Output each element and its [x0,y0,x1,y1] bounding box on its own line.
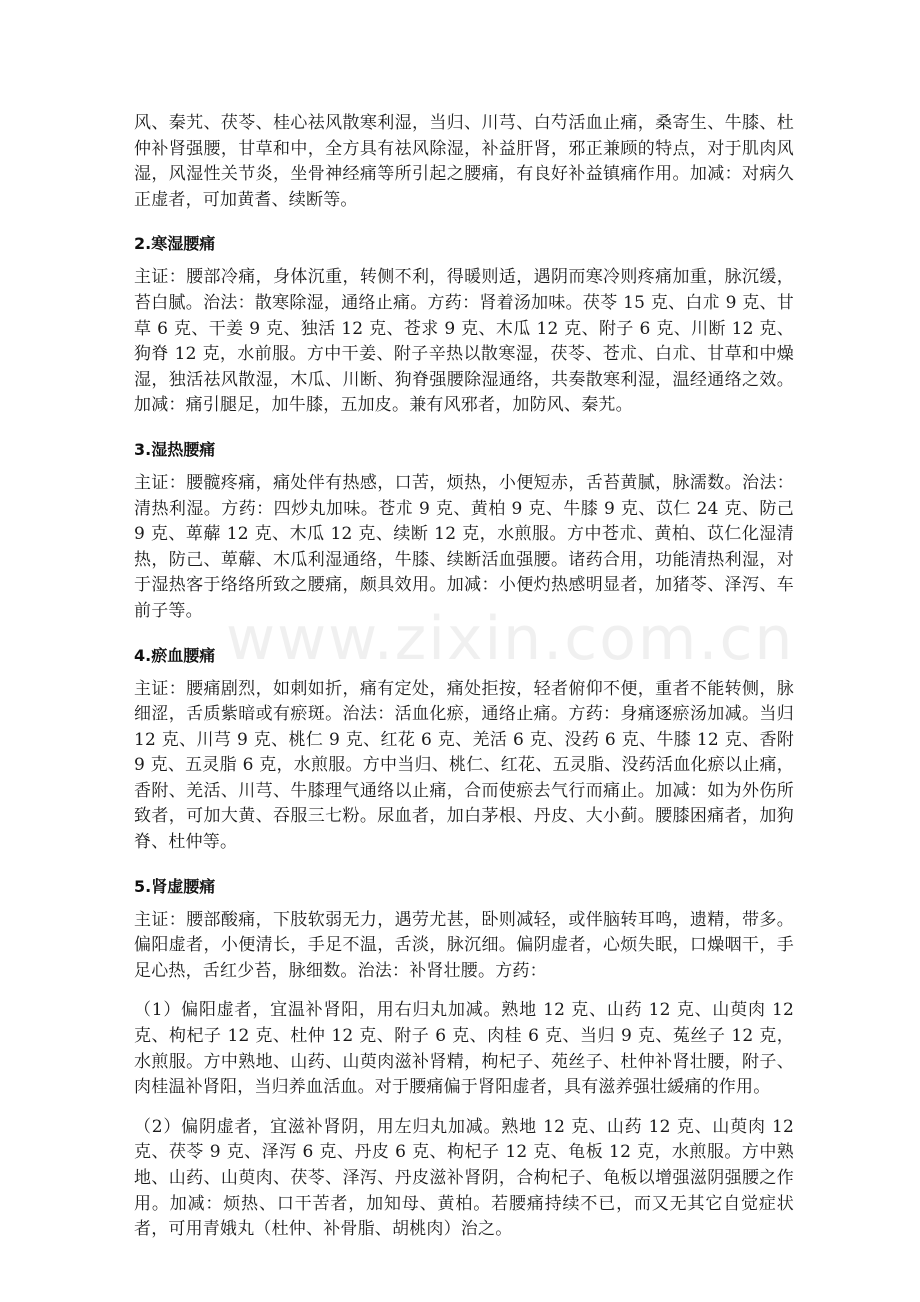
document-body [134,111,794,1243]
intro-paragraph: 风、秦艽、茯苓、桂心祛风散寒利湿，当归、川芎、白芍活血止痛，桑寄生、牛膝、杜仲补肾强腰，甘草和中，全方具有祛风除湿，补益肝肾，邪正兼顾的特点，对于肌肉风湿，风湿性关节炎，坐骨神经痛等所引起之腰痛，有良好补益镇痛作用。加减：对病久正虚者，可加黄耆、续断等。 [134,113,794,210]
section-heading-cold-damp: 2.寒湿腰痛 [134,234,216,254]
section-body-cold-damp: 主证：腰部冷痛，身体沉重，转侧不利，得暖则适，遇阴而寒冷则疼痛加重，脉沉缓，苔白腻。治法：散寒除湿，通络止痛。方药：肾着汤加味。茯苓 15 克、白朮 9 克、甘草 6 克、干姜 9 克、独活 12 克、苍求 9 克、木瓜 12 克、附子 6 克、川断 12 克、狗脊 12 克，水前服。方中干姜、附子辛热以散寒湿，茯苓、苍朮、白朮、甘草和中燥湿，独活祛风散湿，木瓜、川断、狗脊强腰除湿通络，共奏散寒利湿，温经通络之效。加减：痛引腿足，加牛膝，五加皮。兼有风邪者，加防风、秦艽。 [134,267,794,416]
section-body-kidney-deficiency: 主证：腰部酸痛，下肢软弱无力，遇劳尤甚，卧则减轻，或伴脑转耳鸣，遗精，带多。偏阳虚者，小便清长，手足不温，舌淡，脉沉细。偏阴虚者，心烦失眠，口燥咽干，手足心热，舌红少苔，脉细数。治法：补肾壮腰。方药： [134,909,794,981]
section-heading-blood-stasis: 4.瘀血腰痛 [134,645,216,665]
section-body-blood-stasis: 主证：腰痛剧烈，如刺如折，痛有定处，痛处拒按，轻者俯仰不便，重者不能转侧，脉细涩，舌质紫暗或有瘀斑。治法：活血化瘀，通络止痛。方药：身痛逐瘀汤加减。当归 12 克、川芎 9 克、桃仁 9 克、红花 6 克、羌活 6 克、没药 6 克、牛膝 12 克、香附 9 克、五灵脂 6 克，水煎服。方中当归、桃仁、红花、五灵脂、没药活血化瘀以止痛，香附、羌活、川芎、牛膝理气通络以止痛，合而使瘀去气行而痛止。加减：如为外伤所致者，可加大黄、吞服三七粉。尿血者，加白茅根、丹皮、大小蓟。腰膝困痛者，加狗脊、杜仲等。 [134,678,794,853]
section-body-damp-heat: 主证：腰髋疼痛，痛处伴有热感，口苦，烦热，小便短赤，舌苔黄腻，脉濡数。治法：清热利湿。方药：四炒丸加味。苍朮 9 克、黄柏 9 克、牛膝 9 克、苡仁 24 克、防己 9 克、萆薢 12 克、木瓜 12 克、续断 12 克，水煎服。方中苍朮、黄柏、苡仁化湿清热，防己、萆薢、木瓜利湿通络，牛膝、续断活血强腰。诸药合用，功能清热利湿，对于湿热客于络络所致之腰痛，颇具效用。加减：小便灼热感明显者，加猪苓、泽泻、车前子等。 [134,472,794,621]
watermark: www.zixin.com.cn [226,604,795,674]
sub-paragraph-yang-deficiency: （1）偏阳虚者，宜温补肾阳，用右归丸加减。熟地 12 克、山药 12 克、山萸肉 12 克、枸杞子 12 克、杜仲 12 克、附子 6 克、肉桂 6 克、当归 9 克、菟丝子 12 克，水煎服。方中熟地、山药、山萸肉滋补肾精，枸杞子、苑丝子、杜仲补肾壮腰，附子、肉桂温补肾阳，当归养血活血。对于腰痛偏于肾阳虚者，具有滋养强壮緩痛的作用。 [134,1000,794,1098]
section-heading-damp-heat: 3.湿热腰痛 [134,439,216,459]
sub-paragraph-yin-deficiency: （2）偏阴虚者，宜滋补肾阴，用左归丸加减。熟地 12 克、山药 12 克、山萸肉 12 克、茯苓 9 克、泽泻 6 克、丹皮 6 克、枸杞子 12 克、龟板 12 克，水煎服。方中熟地、山药、山萸肉、茯苓、泽泻、丹皮滋补肾阴，合枸杞子、龟板以增强滋阴强腰之作用。加减：烦热、口干苦者，加知母、黄柏。若腰痛持续不已，而又无其它自觉症状者，可用青娥丸（杜仲、补骨脂、胡桃肉）治之。 [134,1116,794,1240]
section-heading-kidney-deficiency: 5.肾虚腰痛 [134,876,216,896]
